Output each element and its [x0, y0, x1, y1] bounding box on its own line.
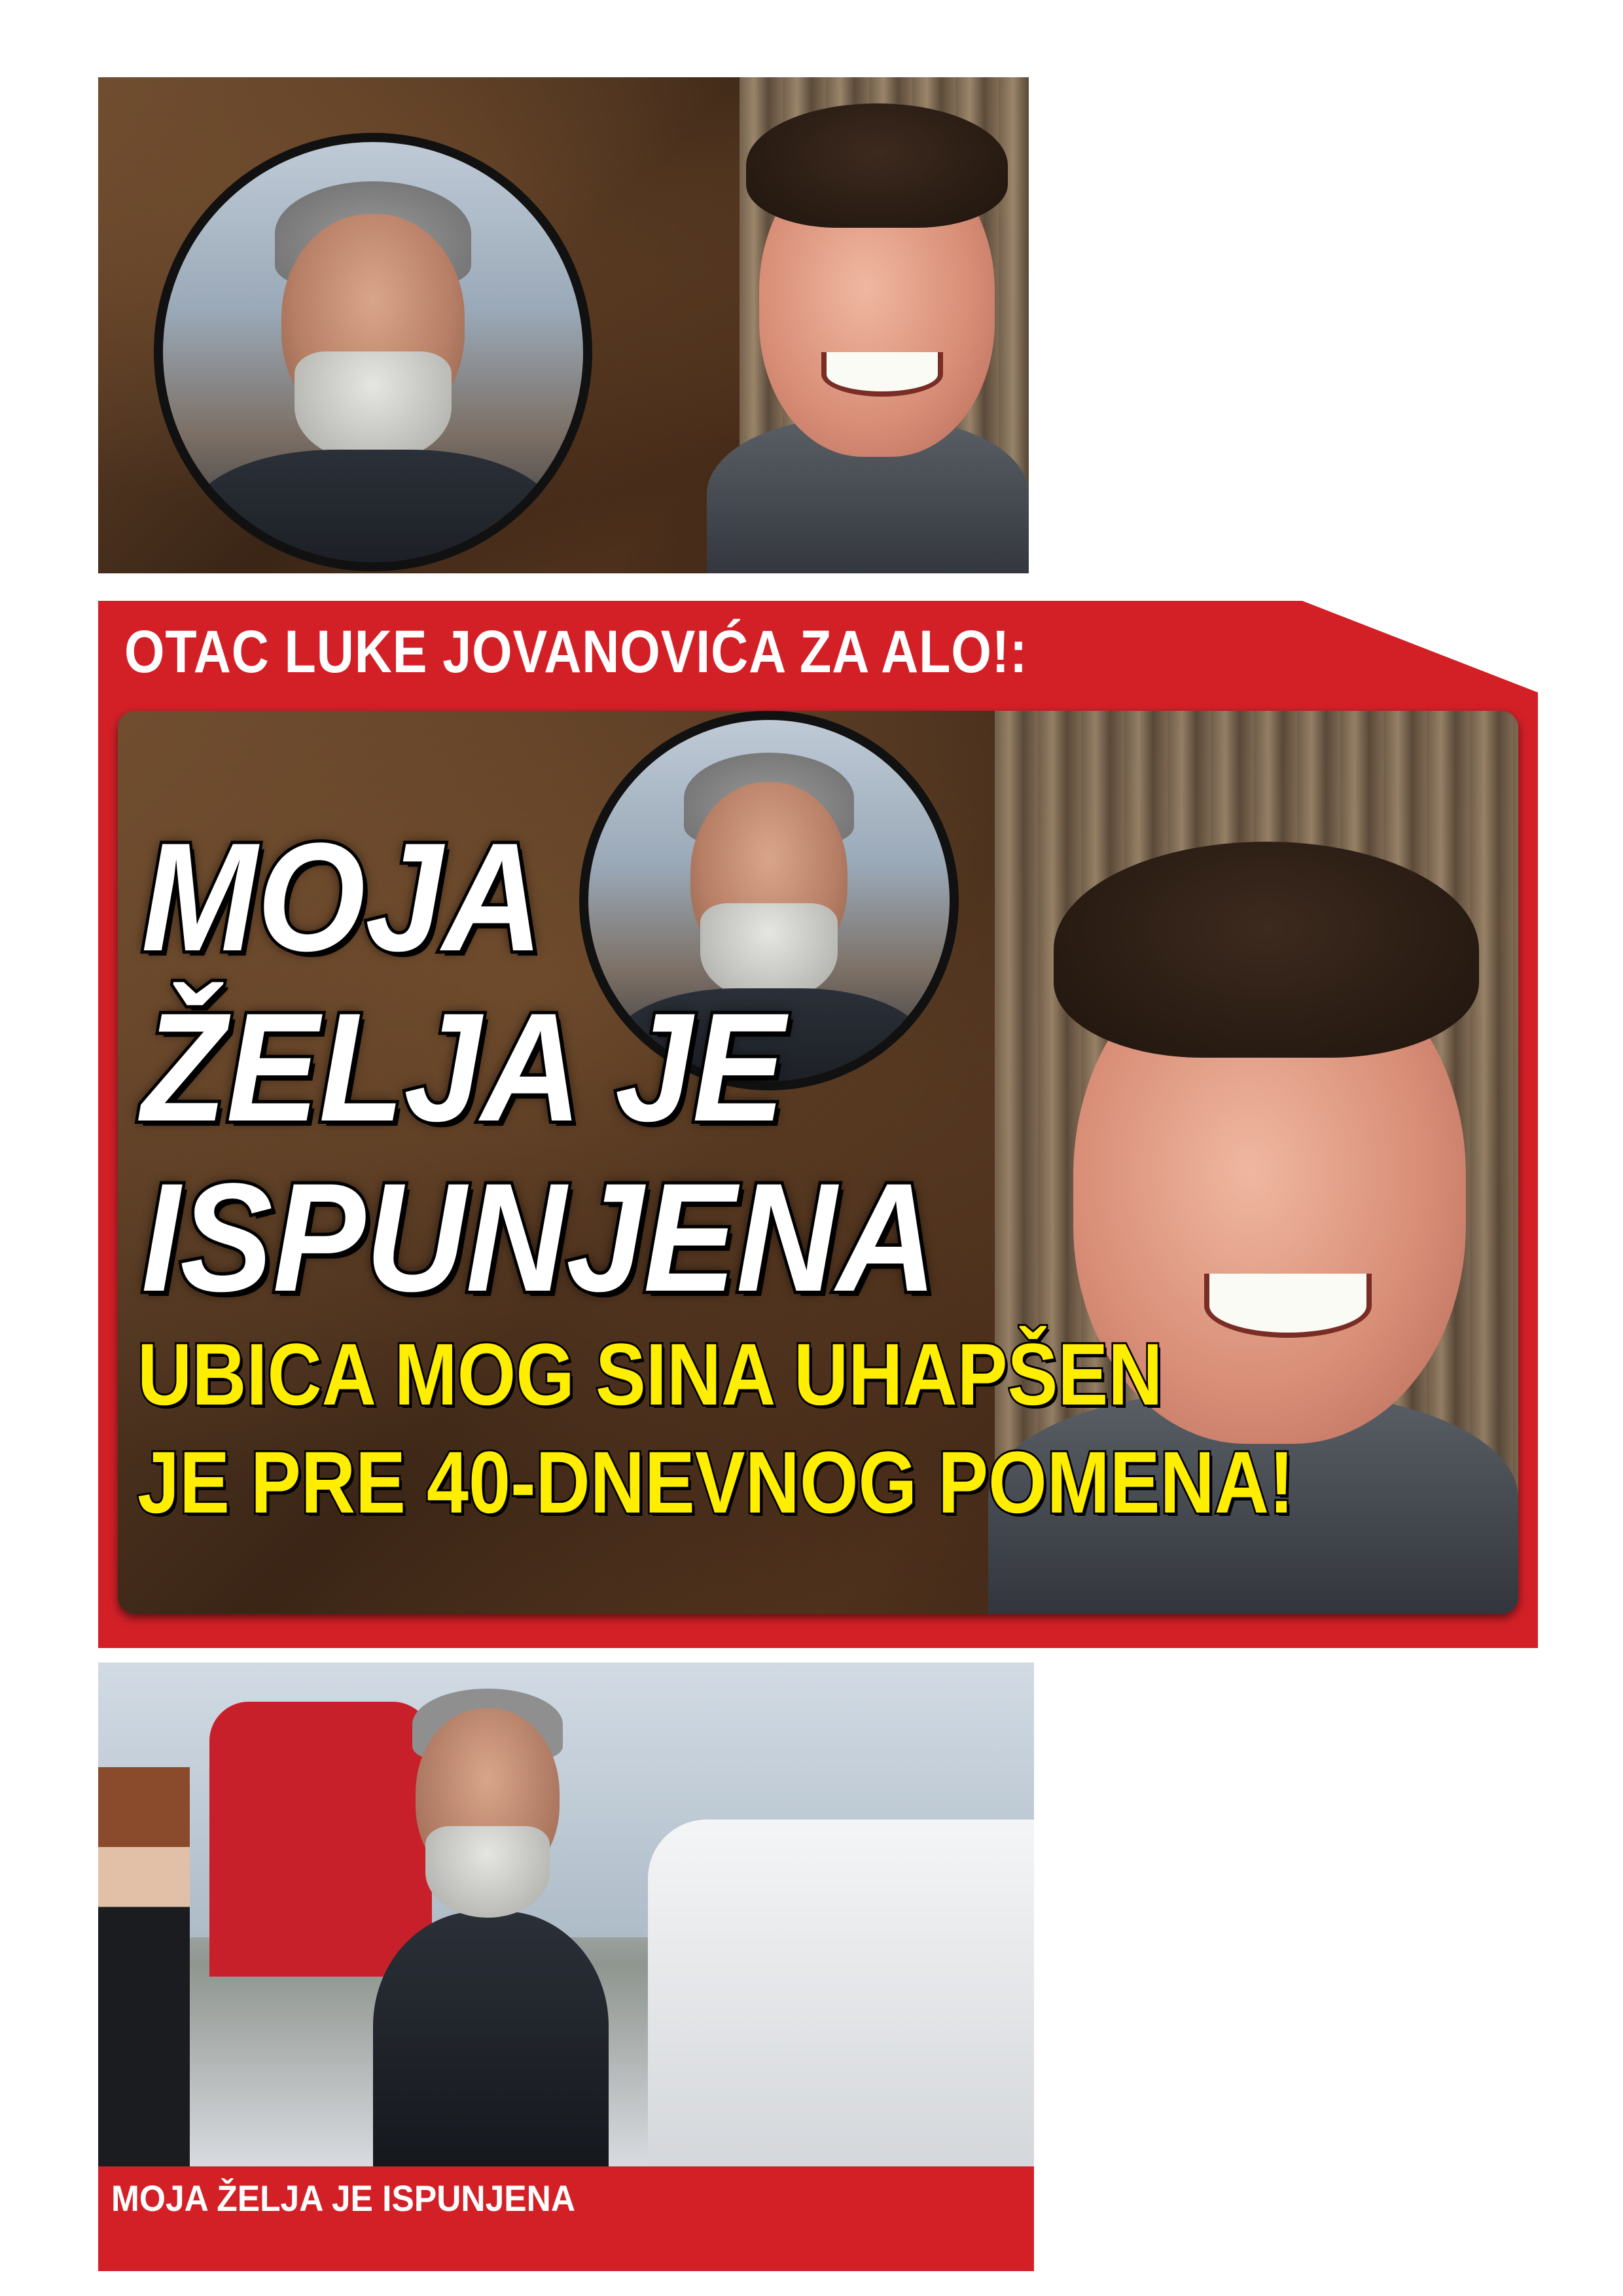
father-figure — [275, 1662, 681, 2166]
bottom-photo — [98, 1662, 1034, 2166]
son-portrait — [707, 77, 1029, 573]
headline-line-1: MOJA — [141, 811, 543, 984]
bottom-caption-bar — [98, 2166, 1034, 2271]
subline-line-1: UBICA MOG SINA UHAPŠEN — [137, 1326, 1163, 1424]
feature-photo — [118, 711, 1518, 1614]
father-portrait-circle — [154, 133, 592, 571]
headline-line-3: ISPUNJENA — [141, 1151, 937, 1324]
headline-line-2: ŽELJA JE — [141, 981, 785, 1154]
feature-block — [98, 601, 1538, 1648]
woman-figure — [98, 1767, 190, 2166]
bottom-caption-text: MOJA ŽELJA JE ISPUNJENA — [111, 2178, 576, 2219]
subline-line-2: JE PRE 40-DNEVNOG POMENA! — [137, 1434, 1294, 1532]
kicker-headline: OTAC LUKE JOVANOVIĆA ZA ALO!: — [124, 619, 1028, 685]
white-car — [648, 1820, 1034, 2166]
top-photo — [98, 77, 1029, 573]
